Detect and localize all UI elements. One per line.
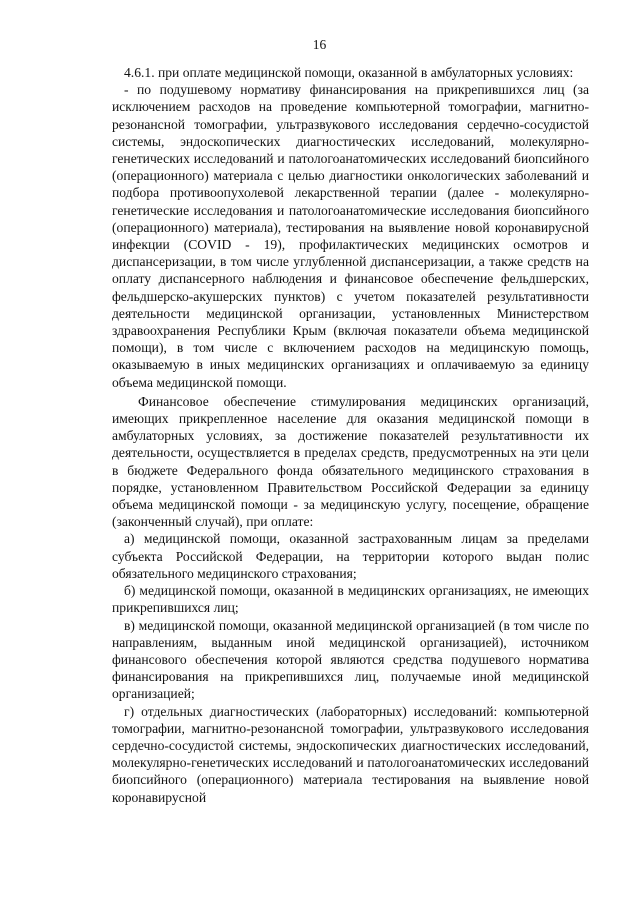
paragraph-financial-support: Финансовое обеспечение стимулирования медицинских организаций, имеющих прикрепленное население для оказания медицинской помощи в амбулаторных условиях, за достижение показателей результативности их деятельности, осуществляется в пределах средств, предусмотренных на эти цели в бюджете Федерального фонда обязательного медицинского страхования в порядке, установленном Правительством Российской Федерации за единицу объема медицинской помощи - за медицинскую услугу, посещение, обращение (законченный случай), при оплате: [112,393,589,530]
document-body [112,64,589,806]
page-number: 16 [312,37,327,52]
paragraph-item-v: в) медицинской помощи, оказанной медицинской организацией (в том числе по направлениям, выданным иной медицинской организацией), источником финансового обеспечения которой являются средства подушевого норматива финансирования на прикрепившихся лиц, получаемые иной медицинской организацией; [112,617,589,702]
paragraph-per-capita-standard: - по подушевому нормативу финансирования на прикрепившихся лиц (за исключением расходов на проведение компьютерной томографии, магнитно-резонансной томографии, ультразвукового исследования сердечно-сосудистой системы, эндоскопических диагностических исследований, молекулярно-генетических исследований и патологоанатомических исследований биопсийного (операционного) материала с целью диагностики онкологических заболеваний и подбора противоопухолевой лекарственной терапии (далее - молекулярно-генетические исследования и патологоанатомические исследования биопсийного (операционного) материала), тестирования на выявление новой коронавирусной инфекции (COVID - 19), профилактических медицинских осмотров и диспансеризации, в том числе углубленной диспансеризации, а также средств на оплату диспансерного наблюдения и финансовое обеспечение фельдшерских, фельдшерско-акушерских пунктов) с учетом показателей результативности деятельности медицинской организации, установленных Министерством здравоохранения Республики Крым (включая показатели объема медицинской помощи), в том числе с включением расходов на медицинскую помощь, оказываемую в иных медицинских организациях и оплачиваемую за единицу объема медицинской помощи. [112,82,589,390]
paragraph-item-b: б) медицинской помощи, оказанной в медицинских организациях, не имеющих прикрепившихся лиц; [112,583,589,616]
paragraph-item-a: а) медицинской помощи, оказанной застрахованным лицам за пределами субъекта Российской Федерации, на территории которого выдан полис обязательного медицинского страхования; [112,531,589,581]
paragraph-item-g: г) отдельных диагностических (лабораторных) исследований: компьютерной томографии, магнитно-резонансной томографии, ультразвукового исследования сердечно-сосудистой системы, эндоскопических диагностических исследований, молекулярно-генетических исследований и патологоанатомических исследований биопсийного (операционного) материала тестирования на выявление новой коронавирусной [112,703,589,805]
paragraph-section-heading: 4.6.1. при оплате медицинской помощи, оказанной в амбулаторных условиях: [124,65,574,80]
